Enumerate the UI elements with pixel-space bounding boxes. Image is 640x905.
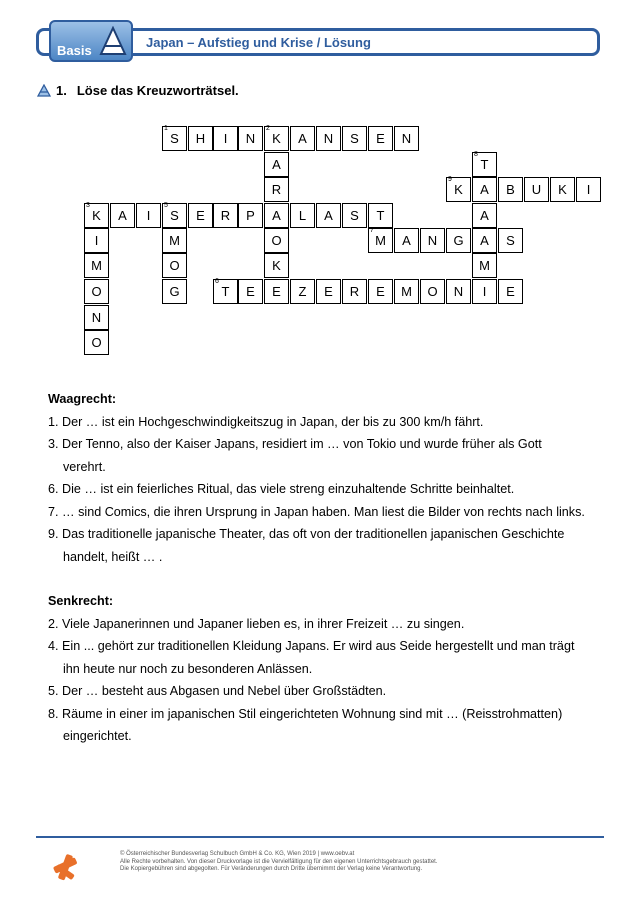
- crossword-cell: [472, 279, 497, 304]
- crossword-cell: [472, 203, 497, 228]
- cell-letter: R: [349, 284, 360, 299]
- clue-text: 9. Das traditionelle japanische Theater, das oft von der traditionellen japanischen Geschichte: [48, 527, 565, 541]
- cell-letter: G: [453, 233, 464, 248]
- crossword-cell: [290, 126, 315, 151]
- crossword-cell: [446, 177, 471, 202]
- crossword-cell: [472, 177, 497, 202]
- clue-number: 7: [370, 227, 374, 234]
- cell-letter: A: [272, 157, 281, 172]
- crossword-cell: [316, 126, 341, 151]
- cell-letter: R: [220, 208, 231, 223]
- cell-letter: I: [482, 284, 487, 299]
- cell-letter: E: [246, 284, 255, 299]
- crossword-cell: [394, 279, 419, 304]
- crossword-cell: [550, 177, 575, 202]
- cell-letter: B: [506, 182, 515, 197]
- cell-letter: K: [92, 208, 101, 223]
- cell-letter: E: [376, 284, 385, 299]
- clue-list: [48, 388, 608, 748]
- cell-letter: E: [506, 284, 515, 299]
- cell-letter: M: [169, 233, 180, 248]
- task-instruction: Löse das Kreuzworträtsel.: [76, 83, 239, 98]
- crossword-cell: [394, 126, 419, 151]
- cell-letter: S: [350, 208, 359, 223]
- cell-letter: K: [272, 131, 281, 146]
- clue-text: 5. Der … besteht aus Abgasen und Nebel über Großstädten.: [48, 684, 387, 698]
- clue-across-6: [48, 478, 608, 501]
- crossword-cell: [238, 279, 263, 304]
- cell-letter: R: [271, 182, 282, 197]
- crossword-cell: [290, 203, 315, 228]
- crossword-cell: [498, 279, 523, 304]
- crossword-cell: [368, 279, 393, 304]
- cell-letter: A: [480, 208, 489, 223]
- crossword-cell: [162, 279, 187, 304]
- crossword-cell: [264, 228, 289, 253]
- cell-letter: M: [479, 258, 490, 273]
- copyright-notice: [120, 851, 438, 874]
- clue-number: 2: [266, 125, 270, 132]
- badge-label: Basis: [57, 43, 92, 58]
- clue-across-1: [48, 411, 608, 434]
- crossword-cell: [188, 203, 213, 228]
- cell-letter: E: [324, 284, 333, 299]
- crossword-cell: [84, 228, 109, 253]
- crossword-cell: [264, 279, 289, 304]
- crossword-cell: [316, 203, 341, 228]
- crossword-cell: [84, 253, 109, 278]
- clue-down-5: [48, 680, 608, 703]
- crossword-cell: [264, 177, 289, 202]
- crossword-cell: [136, 203, 161, 228]
- clue-text-continued: verehrt.: [63, 459, 106, 474]
- cell-letter: A: [272, 208, 281, 223]
- clue-across-3: [48, 433, 608, 478]
- across-heading: Waagrecht:: [48, 392, 117, 406]
- cell-letter: T: [221, 284, 230, 299]
- crossword-cell: [446, 279, 471, 304]
- clue-number: 3: [86, 202, 90, 209]
- cell-letter: K: [558, 182, 567, 197]
- clue-text-continued: ihn heute nur noch zu besonderen Anlässen.: [63, 661, 313, 676]
- copyright-line: Die Kopiergebühren sind abgegolten. Für Veränderungen durch Dritte übernimmt der Verlag keine Verantwortung.: [120, 866, 423, 873]
- footer-divider: [36, 836, 604, 838]
- crossword-cell: [342, 279, 367, 304]
- cell-letter: O: [427, 284, 438, 299]
- cell-letter: O: [91, 335, 102, 350]
- cell-letter: E: [272, 284, 281, 299]
- crossword-cell: [472, 253, 497, 278]
- task-number: 1.: [56, 83, 67, 98]
- level-badge: [49, 20, 133, 62]
- cell-letter: S: [350, 131, 359, 146]
- cell-letter: E: [376, 131, 385, 146]
- crossword-cell: [264, 203, 289, 228]
- crossword-cell: [162, 126, 187, 151]
- cell-letter: T: [480, 157, 489, 172]
- crossword-cell: [84, 279, 109, 304]
- copyright-line: Alle Rechte vorbehalten. Von dieser Druckvorlage ist die Vervielfältigung für den eigenen Unterrichtsgebrauch gestattet.: [120, 858, 438, 865]
- crossword-cell: [472, 152, 497, 177]
- crossword-cell: [84, 305, 109, 330]
- cell-letter: A: [118, 208, 127, 223]
- clue-text: 4. Ein ... gehört zur traditionellen Kleidung Japans. Er wird aus Seide hergestellt und man trägt: [48, 639, 575, 653]
- crossword-cell: [213, 126, 238, 151]
- cell-letter: N: [245, 131, 256, 146]
- cell-letter: I: [586, 182, 591, 197]
- clue-number: 5: [164, 202, 168, 209]
- crossword-cell: [368, 126, 393, 151]
- crossword-cell: [213, 203, 238, 228]
- triangle-level-icon: [99, 26, 127, 56]
- crossword-cell: [498, 228, 523, 253]
- crossword-cell: [394, 228, 419, 253]
- cell-letter: K: [272, 258, 281, 273]
- crossword-cell: [342, 126, 367, 151]
- clue-text-continued: handelt, heißt … .: [63, 549, 163, 564]
- crossword-cell: [524, 177, 549, 202]
- cell-letter: S: [506, 233, 515, 248]
- crossword-cell: [110, 203, 135, 228]
- cell-letter: M: [375, 233, 386, 248]
- clue-text: 2. Viele Japanerinnen und Japaner lieben es, in ihrer Freizeit … zu singen.: [48, 616, 465, 631]
- crossword-cell: [84, 330, 109, 355]
- crossword-cell: [264, 152, 289, 177]
- crossword-cell: [472, 228, 497, 253]
- crossword-cell: [290, 279, 315, 304]
- cell-letter: M: [91, 258, 102, 273]
- cell-letter: N: [401, 131, 412, 146]
- cell-letter: N: [323, 131, 334, 146]
- clue-across-9: [48, 523, 608, 568]
- cell-letter: L: [298, 208, 307, 223]
- clue-down-8: [48, 703, 608, 748]
- crossword-cell: [84, 203, 109, 228]
- crossword-cell: [498, 177, 523, 202]
- triangle-level-icon: [37, 84, 51, 97]
- cell-letter: A: [480, 233, 489, 248]
- cell-letter: N: [453, 284, 464, 299]
- crossword-cell: [162, 228, 187, 253]
- crossword-cell: [368, 228, 393, 253]
- cell-letter: I: [223, 131, 228, 146]
- clue-text: 3. Der Tenno, also der Kaiser Japans, residiert im … von Tokio und wurde früher als Gott: [48, 437, 542, 451]
- crossword-cell: [342, 203, 367, 228]
- cell-letter: P: [246, 208, 255, 223]
- clue-text-continued: eingerichtet.: [63, 729, 132, 743]
- crossword-cell: [188, 126, 213, 151]
- cell-letter: N: [91, 310, 102, 325]
- task-heading: [37, 83, 239, 98]
- clue-number: 8: [474, 151, 478, 158]
- cell-letter: I: [94, 233, 99, 248]
- crossword-cell: [238, 126, 263, 151]
- cell-letter: N: [427, 233, 438, 248]
- cell-letter: E: [196, 208, 205, 223]
- cell-letter: M: [401, 284, 412, 299]
- clue-across-7: [48, 501, 608, 524]
- cell-letter: O: [91, 284, 102, 299]
- crossword-cell: [368, 203, 393, 228]
- cell-letter: S: [170, 131, 179, 146]
- crossword-cell: [576, 177, 601, 202]
- publisher-star-logo: [52, 852, 78, 882]
- crossword-cell: [420, 228, 445, 253]
- copyright-line: © Österreichischer Bundesverlag Schulbuch GmbH & Co. KG, Wien 2019 | www.oebv.at: [120, 851, 355, 857]
- clue-text: 7. … sind Comics, die ihren Ursprung in Japan haben. Man liest die Bilder von rechts nach links.: [48, 504, 585, 519]
- cell-letter: I: [146, 208, 151, 223]
- crossword-cell: [316, 279, 341, 304]
- cell-letter: A: [402, 233, 411, 248]
- cell-letter: U: [531, 182, 542, 197]
- clue-down-4: [48, 635, 608, 680]
- clue-text: 6. Die … ist ein feierliches Ritual, das viele streng einzuhaltende Schritte beinhaltet.: [48, 482, 515, 496]
- cell-letter: G: [169, 284, 180, 299]
- clue-number: 1: [164, 125, 168, 132]
- cell-letter: O: [169, 258, 180, 273]
- cell-letter: S: [170, 208, 179, 223]
- cell-letter: A: [324, 208, 333, 223]
- down-heading: Senkrecht:: [48, 594, 114, 608]
- crossword-cell: [264, 253, 289, 278]
- cell-letter: A: [480, 182, 489, 197]
- crossword-cell: [264, 126, 289, 151]
- crossword-cell: [162, 253, 187, 278]
- clue-number: 6: [215, 278, 219, 285]
- cell-letter: H: [195, 131, 206, 146]
- clue-text: 8. Räume in einer im japanischen Stil eingerichteten Wohnung sind mit … (Reisstrohmatten): [48, 706, 563, 721]
- clue-text: 1. Der … ist ein Hochgeschwindigkeitszug in Japan, der bis zu 300 km/h fährt.: [48, 414, 484, 429]
- crossword-cell: [446, 228, 471, 253]
- crossword-cell: [420, 279, 445, 304]
- clue-number: 9: [448, 176, 452, 183]
- clue-down-2: [48, 613, 608, 636]
- cell-letter: A: [298, 131, 307, 146]
- cell-letter: O: [271, 233, 282, 248]
- cell-letter: T: [376, 208, 385, 223]
- cell-letter: K: [454, 182, 463, 197]
- crossword-cell: [213, 279, 238, 304]
- page-title: Japan – Aufstieg und Krise / Lösung: [146, 35, 371, 50]
- cell-letter: Z: [298, 284, 307, 299]
- crossword-cell: [238, 203, 263, 228]
- crossword-cell: [162, 203, 187, 228]
